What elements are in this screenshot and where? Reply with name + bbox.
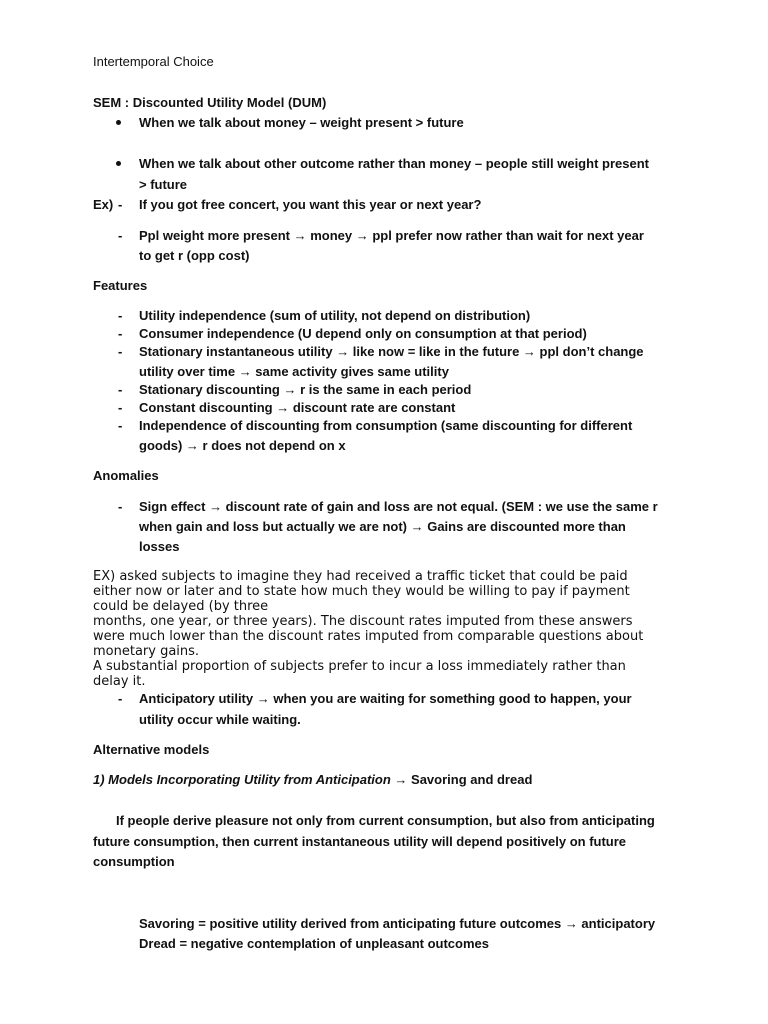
ex1-text: If you got free concert, you want this year or next year? xyxy=(139,197,482,212)
example-line-4: months, one year, or three years). The discount rates imputed from these answers xyxy=(93,614,633,629)
sem-heading: SEM : Discounted Utility Model (DUM) xyxy=(93,95,327,110)
savoring-definition: Savoring = positive utility derived from anticipating future outcomes → anticipatory xyxy=(139,916,656,931)
anticipation-line-3: consumption xyxy=(93,854,175,869)
bullet-1-text: When we talk about money – weight present > future xyxy=(139,115,464,130)
feature-dash-1: - xyxy=(118,308,123,323)
anticipatory-dash: - xyxy=(118,691,123,706)
anomalies-heading: Anomalies xyxy=(93,468,159,483)
anticipatory-line-2: utility occur while waiting. xyxy=(139,712,301,727)
anticipatory-line-1: Anticipatory utility → when you are waiting for something good to happen, your xyxy=(139,691,632,706)
feature-6-line-2: goods) → r does not depend on x xyxy=(139,438,346,453)
ex2-line-1: Ppl weight more present → money → ppl prefer now rather than wait for next year xyxy=(139,228,644,243)
sign-effect-line-3: losses xyxy=(139,539,180,554)
feature-2: Consumer independence (U depend only on consumption at that period) xyxy=(139,326,587,341)
sign-effect-line-1: Sign effect → discount rate of gain and loss are not equal. (SEM : we use the same r xyxy=(139,499,658,514)
bullet-dot-1 xyxy=(116,120,121,125)
bullet-dot-2 xyxy=(116,161,121,166)
feature-dash-5: - xyxy=(118,400,123,415)
feature-dash-3: - xyxy=(118,344,123,359)
model-1-title: 1) Models Incorporating Utility from Anticipation xyxy=(93,772,391,787)
sign-effect-line-2: when gain and loss but actually we are not) → Gains are discounted more than xyxy=(139,519,626,534)
feature-3-line-2: utility over time → same activity gives same utility xyxy=(139,364,449,379)
feature-4: Stationary discounting → r is the same in each period xyxy=(139,382,472,397)
example-line-6: monetary gains. xyxy=(93,644,200,659)
example-line-5: were much lower than the discount rates imputed from comparable questions about xyxy=(93,629,644,644)
example-line-3: could be delayed (by three xyxy=(93,599,269,614)
feature-3-line-1: Stationary instantaneous utility → like now = like in the future → ppl don’t change xyxy=(139,344,644,359)
feature-dash-4: - xyxy=(118,382,123,397)
anticipation-line-1: If people derive pleasure not only from current consumption, but also from anticipating xyxy=(116,813,655,828)
feature-dash-6: - xyxy=(118,418,123,433)
bullet-2-line-1: When we talk about other outcome rather than money – people still weight present xyxy=(139,156,649,171)
doc-title: Intertemporal Choice xyxy=(93,54,214,69)
sign-effect-dash: - xyxy=(118,499,123,514)
dread-definition: Dread = negative contemplation of unpleasant outcomes xyxy=(139,936,489,951)
feature-5: Constant discounting → discount rate are constant xyxy=(139,400,456,415)
anticipation-line-2: future consumption, then current instantaneous utility will depend positively on future xyxy=(93,834,627,849)
ex-label: Ex) xyxy=(93,197,114,212)
alternative-models-heading: Alternative models xyxy=(93,742,210,757)
example-line-7: A substantial proportion of subjects prefer to incur a loss immediately rather than xyxy=(93,659,626,674)
ex1-dash: - xyxy=(118,197,123,212)
ex2-line-2: to get r (opp cost) xyxy=(139,248,250,263)
features-heading: Features xyxy=(93,278,148,293)
example-line-2: either now or later and to state how much they would be willing to pay if payment xyxy=(93,584,630,599)
model-1-heading xyxy=(93,772,532,788)
feature-dash-2: - xyxy=(118,326,123,341)
feature-1: Utility independence (sum of utility, not depend on distribution) xyxy=(139,308,531,323)
model-1-subtitle: → Savoring and dread xyxy=(390,772,533,787)
bullet-2-line-2: > future xyxy=(139,177,188,192)
feature-6-line-1: Independence of discounting from consumption (same discounting for different xyxy=(139,418,633,433)
ex2-dash: - xyxy=(118,228,123,243)
example-paragraph xyxy=(93,569,693,689)
example-line-8: delay it. xyxy=(93,674,146,689)
example-line-1: EX) asked subjects to imagine they had received a traffic ticket that could be paid xyxy=(93,569,628,584)
